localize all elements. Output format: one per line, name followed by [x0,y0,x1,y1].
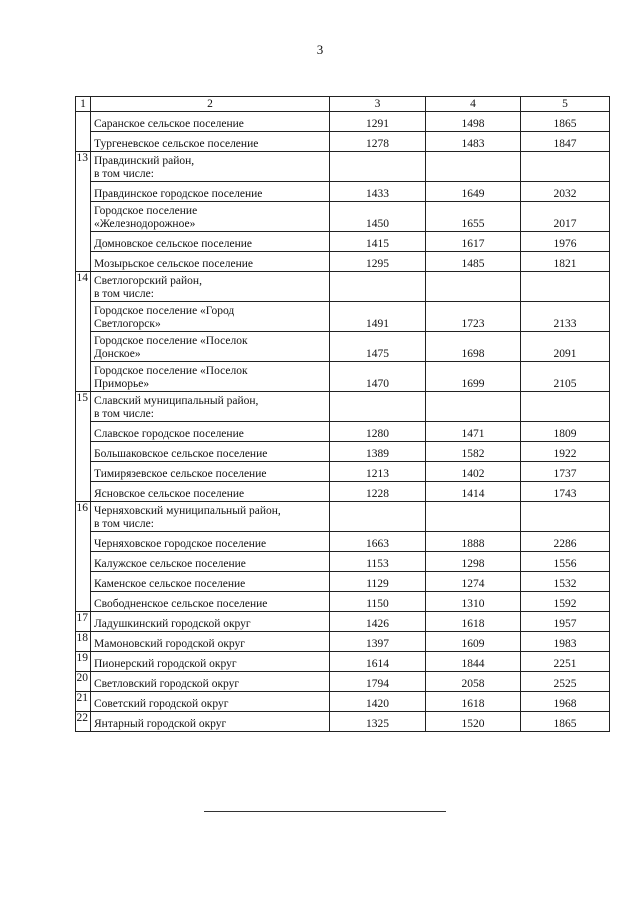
row-name-cell: Домновское сельское поселение [91,232,330,252]
page-number: 3 [316,42,324,57]
row-value-cell-v3 [330,152,426,182]
row-value-cell-v5: 1743 [521,482,610,502]
row-value-cell-v5: 2133 [521,302,610,332]
row-value-cell-v4: 1649 [426,182,521,202]
row-index-cell: 16 [76,502,91,532]
row-name-cell: Ладушкинский городской округ [91,612,330,632]
row-value-cell-v5 [521,392,610,422]
table-row [76,112,610,132]
row-value-cell-v3 [330,392,426,422]
row-value-cell-v5: 1737 [521,462,610,482]
row-index-cell [76,572,91,592]
row-name-cell: Славский муниципальный район, в том числе: [91,392,330,422]
row-value-cell-v4: 1698 [426,332,521,362]
row-value-cell-v5: 2032 [521,182,610,202]
row-value-cell-v3: 1228 [330,482,426,502]
table-row [76,202,610,232]
table-row [76,632,610,652]
row-value-cell-v4: 1402 [426,462,521,482]
row-value-cell-v3: 1794 [330,672,426,692]
row-value-cell-v3: 1295 [330,252,426,272]
table-header-row [76,97,610,112]
row-name-cell: Славское городское поселение [91,422,330,442]
table-row [76,392,610,422]
column-header: 4 [426,97,521,112]
row-index-cell [76,362,91,392]
table-row [76,272,610,302]
row-index-cell [76,462,91,482]
row-name-cell: Ясновское сельское поселение [91,482,330,502]
row-value-cell-v3: 1450 [330,202,426,232]
row-value-cell-v3: 1150 [330,592,426,612]
row-value-cell-v5: 1968 [521,692,610,712]
row-value-cell-v3: 1614 [330,652,426,672]
row-name-cell: Правдинское городское поселение [91,182,330,202]
data-table [75,96,610,732]
row-index-cell [76,182,91,202]
row-index-cell [76,232,91,252]
table-row [76,692,610,712]
row-value-cell-v5 [521,272,610,302]
row-value-cell-v5: 1957 [521,612,610,632]
row-value-cell-v5: 2017 [521,202,610,232]
row-value-cell-v4: 1485 [426,252,521,272]
row-value-cell-v4 [426,152,521,182]
table-row [76,232,610,252]
row-value-cell-v3: 1663 [330,532,426,552]
table-row [76,132,610,152]
row-name-cell: Большаковское сельское поселение [91,442,330,462]
row-value-cell-v4: 1274 [426,572,521,592]
row-index-cell: 13 [76,152,91,182]
table-row [76,552,610,572]
row-value-cell-v4: 1699 [426,362,521,392]
row-value-cell-v3: 1389 [330,442,426,462]
table-row [76,152,610,182]
row-value-cell-v4: 1655 [426,202,521,232]
row-value-cell-v5: 1847 [521,132,610,152]
row-index-cell [76,302,91,332]
row-index-cell: 21 [76,692,91,712]
row-value-cell-v3: 1291 [330,112,426,132]
row-name-cell: Свободненское сельское поселение [91,592,330,612]
row-value-cell-v5 [521,502,610,532]
row-value-cell-v5: 2251 [521,652,610,672]
table-row [76,612,610,632]
row-index-cell: 22 [76,712,91,732]
row-value-cell-v4: 1723 [426,302,521,332]
table-row [76,332,610,362]
row-value-cell-v4 [426,392,521,422]
row-index-cell [76,252,91,272]
row-value-cell-v4: 1618 [426,692,521,712]
row-name-cell: Светловский городской округ [91,672,330,692]
row-value-cell-v3: 1420 [330,692,426,712]
row-value-cell-v5: 1922 [521,442,610,462]
row-index-cell [76,132,91,152]
row-value-cell-v5: 1983 [521,632,610,652]
table-row [76,302,610,332]
row-value-cell-v3: 1397 [330,632,426,652]
row-name-cell: Каменское сельское поселение [91,572,330,592]
row-value-cell-v3: 1415 [330,232,426,252]
table-row [76,712,610,732]
row-value-cell-v5: 2091 [521,332,610,362]
table-row [76,592,610,612]
row-value-cell-v4: 1483 [426,132,521,152]
row-name-cell: Мозырьское сельское поселение [91,252,330,272]
row-name-cell: Калужское сельское поселение [91,552,330,572]
row-index-cell: 20 [76,672,91,692]
row-value-cell-v3: 1153 [330,552,426,572]
row-name-cell: Советский городской округ [91,692,330,712]
row-index-cell [76,332,91,362]
row-value-cell-v3: 1325 [330,712,426,732]
table-row [76,252,610,272]
row-value-cell-v5: 1865 [521,112,610,132]
footer-divider [204,811,446,812]
row-name-cell: Черняховское городское поселение [91,532,330,552]
row-index-cell: 18 [76,632,91,652]
row-value-cell-v4: 1414 [426,482,521,502]
column-header: 1 [76,97,91,112]
row-value-cell-v4: 1471 [426,422,521,442]
row-name-cell: Городское поселение «Поселок Донское» [91,332,330,362]
row-index-cell [76,482,91,502]
row-value-cell-v3 [330,502,426,532]
row-name-cell: Саранское сельское поселение [91,112,330,132]
row-value-cell-v4: 1618 [426,612,521,632]
table-row [76,502,610,532]
table-row [76,442,610,462]
row-value-cell-v4 [426,272,521,302]
row-value-cell-v5: 1865 [521,712,610,732]
row-name-cell: Правдинский район, в том числе: [91,152,330,182]
row-value-cell-v5: 1556 [521,552,610,572]
row-name-cell: Пионерский городской округ [91,652,330,672]
row-name-cell: Городское поселение «Город Светлогорск» [91,302,330,332]
row-index-cell: 15 [76,392,91,422]
row-index-cell: 14 [76,272,91,302]
column-header: 5 [521,97,610,112]
row-value-cell-v4: 1298 [426,552,521,572]
row-value-cell-v5: 1592 [521,592,610,612]
row-value-cell-v3: 1280 [330,422,426,442]
row-value-cell-v3: 1433 [330,182,426,202]
row-value-cell-v4 [426,502,521,532]
row-index-cell [76,592,91,612]
row-name-cell: Мамоновский городской округ [91,632,330,652]
row-index-cell [76,442,91,462]
row-value-cell-v3: 1278 [330,132,426,152]
row-index-cell [76,422,91,442]
row-index-cell [76,552,91,572]
table-row [76,672,610,692]
row-value-cell-v5: 2286 [521,532,610,552]
row-name-cell: Тимирязевское сельское поселение [91,462,330,482]
row-value-cell-v4: 1617 [426,232,521,252]
row-index-cell [76,112,91,132]
row-name-cell: Черняховский муниципальный район, в том числе: [91,502,330,532]
row-value-cell-v4: 1520 [426,712,521,732]
table-row [76,652,610,672]
row-name-cell: Городское поселение «Железнодорожное» [91,202,330,232]
table-row [76,182,610,202]
row-value-cell-v5: 1976 [521,232,610,252]
row-value-cell-v3: 1470 [330,362,426,392]
row-value-cell-v3: 1426 [330,612,426,632]
row-value-cell-v5 [521,152,610,182]
row-value-cell-v5: 2105 [521,362,610,392]
table-row [76,362,610,392]
row-index-cell [76,202,91,232]
row-name-cell: Тургеневское сельское поселение [91,132,330,152]
row-value-cell-v4: 1609 [426,632,521,652]
row-name-cell: Городское поселение «Поселок Приморье» [91,362,330,392]
row-value-cell-v3: 1213 [330,462,426,482]
row-value-cell-v4: 1888 [426,532,521,552]
row-value-cell-v3: 1129 [330,572,426,592]
row-value-cell-v5: 1821 [521,252,610,272]
table-row [76,482,610,502]
row-value-cell-v5: 1532 [521,572,610,592]
table-row [76,572,610,592]
table-row [76,462,610,482]
row-value-cell-v3 [330,272,426,302]
row-name-cell: Светлогорский район, в том числе: [91,272,330,302]
row-value-cell-v5: 2525 [521,672,610,692]
row-value-cell-v4: 1498 [426,112,521,132]
row-value-cell-v3: 1475 [330,332,426,362]
row-name-cell: Янтарный городской округ [91,712,330,732]
row-index-cell: 19 [76,652,91,672]
column-header: 3 [330,97,426,112]
table-row [76,422,610,442]
row-index-cell [76,532,91,552]
row-value-cell-v3: 1491 [330,302,426,332]
row-value-cell-v4: 2058 [426,672,521,692]
row-index-cell: 17 [76,612,91,632]
row-value-cell-v5: 1809 [521,422,610,442]
row-value-cell-v4: 1310 [426,592,521,612]
row-value-cell-v4: 1582 [426,442,521,462]
row-value-cell-v4: 1844 [426,652,521,672]
table-row [76,532,610,552]
column-header: 2 [91,97,330,112]
